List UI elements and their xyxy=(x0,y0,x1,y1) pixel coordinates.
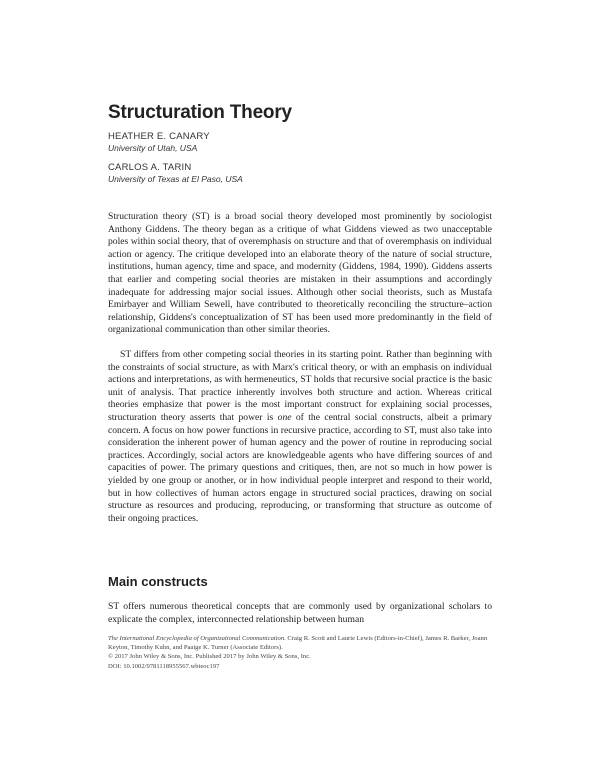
paragraph-intro: Structuration theory (ST) is a broad social theory developed most prominently by sociologist Anthony Giddens. The theory began as a critique of what Giddens viewed as two unacceptable poles within social theory, that of overemphasis on structure and that of overemphasis on individual action or agency. The critique developed into an elaborate theory of the nature of social structure, institutions, human agency, time and space, and modernity (Giddens, 1984, 1990). Giddens asserts that earlier and competing social theories are mistaken in their assumptions and accordingly inadequate for addressing major social issues. Although other social theorists, such as Mustafa Emirbayer and William Sewell, have contributed to theoretically reconciling the structure–action relationship, Giddens's conceptualization of ST has been used more predominantly in the field of organizational communication than other similar theories. xyxy=(108,211,492,336)
paragraph-st-differs-part-1: ST differs from other competing social theories in its starting point. Rather than beginning with the constraints of social structure, as with Marx's critical theory, or with an emphasis on individual actions and interpretations, as with hermeneutics, ST holds that recursive social practice is the basic unit of analysis. That practice inherently involves both structure and action. Whereas critical theories emphasize that power is the most important construct for explaining social processes, structuration theory asserts that power is xyxy=(108,349,492,423)
author-name-2: CARLOS A. TARIN xyxy=(108,162,192,173)
emphasis-one: one xyxy=(277,411,292,423)
author-affiliation-1: University of Utah, USA xyxy=(108,143,198,153)
editors-line: Craig R. Scott and Laurie Lewis (Editors-in-Chief), James R. Barker, Joann Keyton, Timothy Kuhn, and Paaige K. Turner (Associate Editors). xyxy=(108,635,488,652)
citation-footer xyxy=(108,634,492,671)
citation-line xyxy=(108,634,492,652)
copyright-line: © 2017 John Wiley & Sons, Inc. Published 2017 by John Wiley & Sons, Inc. xyxy=(108,653,311,661)
paragraph-st-differs xyxy=(108,349,492,525)
author-affiliation-2: University of Texas at El Paso, USA xyxy=(108,174,243,184)
paragraph-main-constructs: ST offers numerous theoretical concepts that are commonly used by organizational scholars to explicate the complex, interconnected relationship between human xyxy=(108,601,492,625)
article-title: Structuration Theory xyxy=(108,102,292,123)
encyclopedia-title: The International Encyclopedia of Organizational Communication. xyxy=(108,635,286,642)
section-heading-main-constructs: Main constructs xyxy=(108,574,208,589)
paragraph-st-differs-part-2: of the central social constructs, albeit a primary concern. A focus on how power functions in recursive practice, according to ST, must also take into consideration the inherent power of human agency and the power of routine in reproducing social practices. Accordingly, social actors are knowledgeable agents who have differing sources of and capacities of power. The primary questions and critiques, then, are not so much in how power is yielded by one group or another, or in how individual people interpret and respond to their world, but in how collectives of human actors engage in structured social practices, drawing on social structure as resources and producing, reproducing, or transforming that structure as outcome of their ongoing practices. xyxy=(108,411,492,524)
doi-line: DOI: 10.1002/9781118955567.wbieoc197 xyxy=(108,662,220,670)
author-name-1: HEATHER E. CANARY xyxy=(108,131,210,142)
